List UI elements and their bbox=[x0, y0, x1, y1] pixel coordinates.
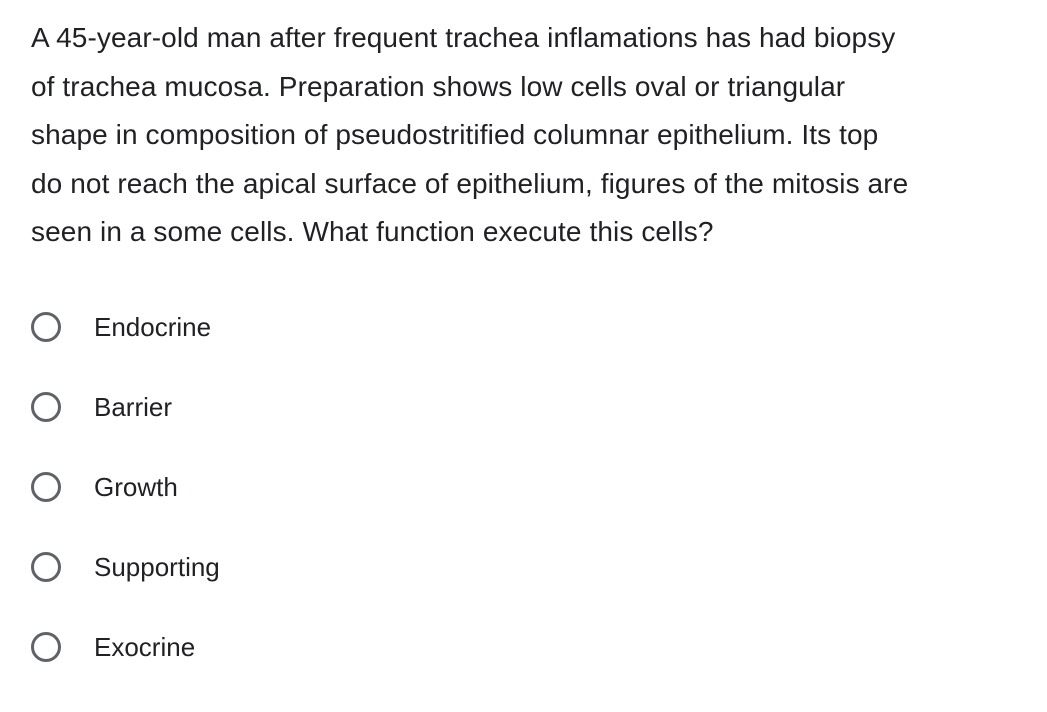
radio-button-icon[interactable] bbox=[31, 552, 61, 582]
option-label: Growth bbox=[94, 471, 178, 502]
option-label: Supporting bbox=[94, 551, 220, 582]
question-text bbox=[31, 14, 1036, 257]
radio-button-icon[interactable] bbox=[31, 312, 61, 342]
option-label: Endocrine bbox=[94, 311, 212, 342]
question-line: of trachea mucosa. Preparation shows low cells oval or triangular bbox=[31, 70, 846, 102]
option-supporting[interactable] bbox=[28, 527, 628, 607]
question-line: shape in composition of pseudostritified columnar epithelium. Its top bbox=[31, 119, 879, 150]
answer-options bbox=[28, 287, 628, 687]
option-endocrine[interactable] bbox=[28, 287, 628, 367]
question-line: do not reach the apical surface of epithelium, figures of the mitosis are bbox=[31, 167, 909, 199]
radio-button-icon[interactable] bbox=[31, 472, 61, 502]
option-growth[interactable] bbox=[28, 447, 628, 527]
question-line: seen in a some cells. What function execute this cells? bbox=[31, 216, 714, 247]
option-label: Barrier bbox=[94, 391, 173, 422]
option-exocrine[interactable] bbox=[28, 607, 628, 687]
radio-button-icon[interactable] bbox=[31, 632, 61, 662]
question-line: A 45-year-old man after frequent trachea inflamations has had biopsy bbox=[31, 22, 896, 53]
radio-button-icon[interactable] bbox=[31, 392, 61, 422]
option-barrier[interactable] bbox=[28, 367, 628, 447]
option-label: Exocrine bbox=[94, 631, 196, 662]
